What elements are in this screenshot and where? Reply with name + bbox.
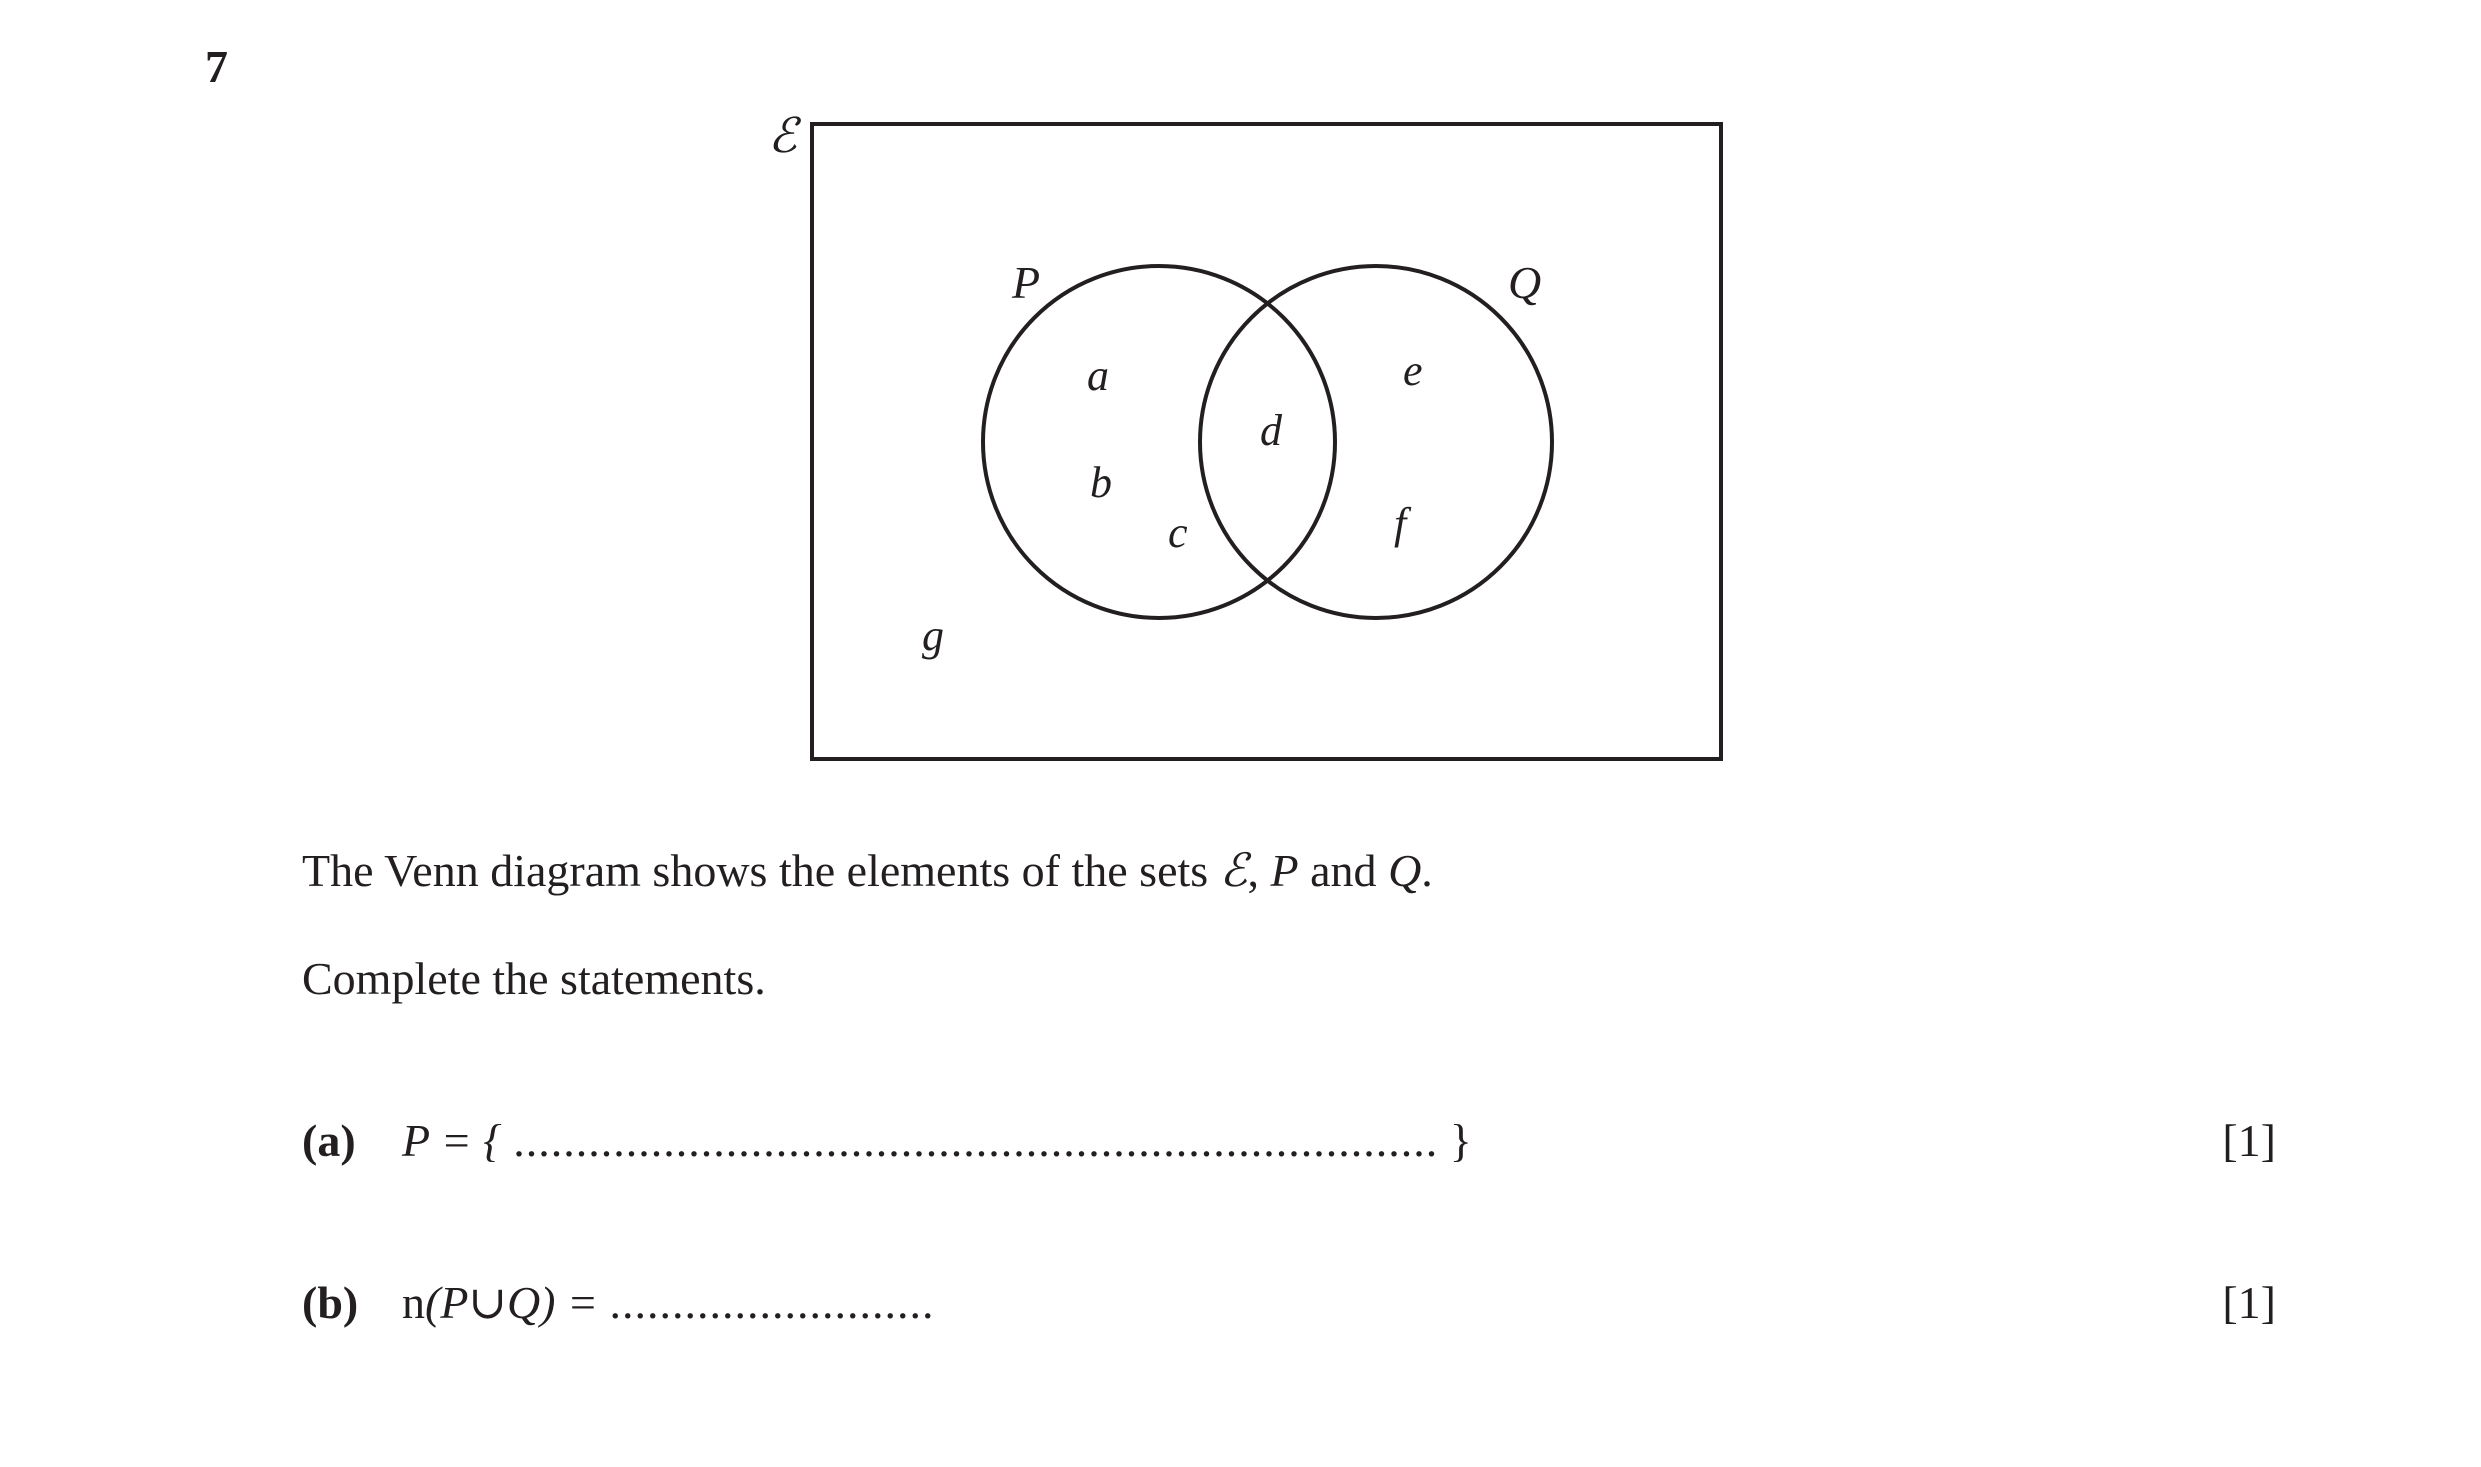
part-b-label: (b)	[302, 1277, 359, 1328]
element-a: a	[1087, 351, 1109, 400]
part-a-label: (a)	[302, 1115, 356, 1166]
part-b	[302, 1277, 935, 1328]
question-number: 7	[205, 41, 228, 92]
part-a	[302, 1115, 1472, 1166]
universal-set-symbol: ℰ	[768, 110, 798, 163]
intro-set-q: Q	[1388, 845, 1422, 896]
set-q-label: Q	[1508, 257, 1542, 308]
intro-sentence	[302, 845, 1433, 896]
set-p-label: P	[1012, 257, 1041, 308]
element-g: g	[922, 611, 944, 660]
intro-and: and	[1298, 845, 1389, 896]
element-f: f	[1394, 499, 1407, 548]
intro-text: The Venn diagram shows the elements of the sets	[302, 845, 1220, 896]
element-e: e	[1403, 346, 1423, 395]
part-b-n: n	[402, 1277, 425, 1328]
element-b: b	[1090, 458, 1112, 507]
part-a-answer-line[interactable]: ..........................................................................	[513, 1115, 1439, 1166]
part-b-marks: [1]	[2222, 1277, 2276, 1328]
set-q-circle	[1200, 266, 1552, 618]
intro-universal-symbol: ℰ	[1219, 845, 1248, 896]
element-d: d	[1260, 406, 1282, 455]
set-p-circle	[983, 266, 1335, 618]
part-b-expression: (P∪Q) =	[425, 1277, 599, 1328]
part-a-rhs: }	[1449, 1115, 1472, 1166]
intro-set-p: P	[1270, 845, 1299, 896]
part-a-lhs: P = {	[402, 1115, 502, 1166]
element-c: c	[1168, 508, 1188, 557]
part-b-answer-line[interactable]: ..........................	[609, 1277, 935, 1328]
part-a-marks: [1]	[2222, 1115, 2276, 1166]
intro-period: .	[1421, 845, 1433, 896]
instruction: Complete the statements.	[302, 953, 766, 1004]
intro-separator: ,	[1247, 845, 1271, 896]
